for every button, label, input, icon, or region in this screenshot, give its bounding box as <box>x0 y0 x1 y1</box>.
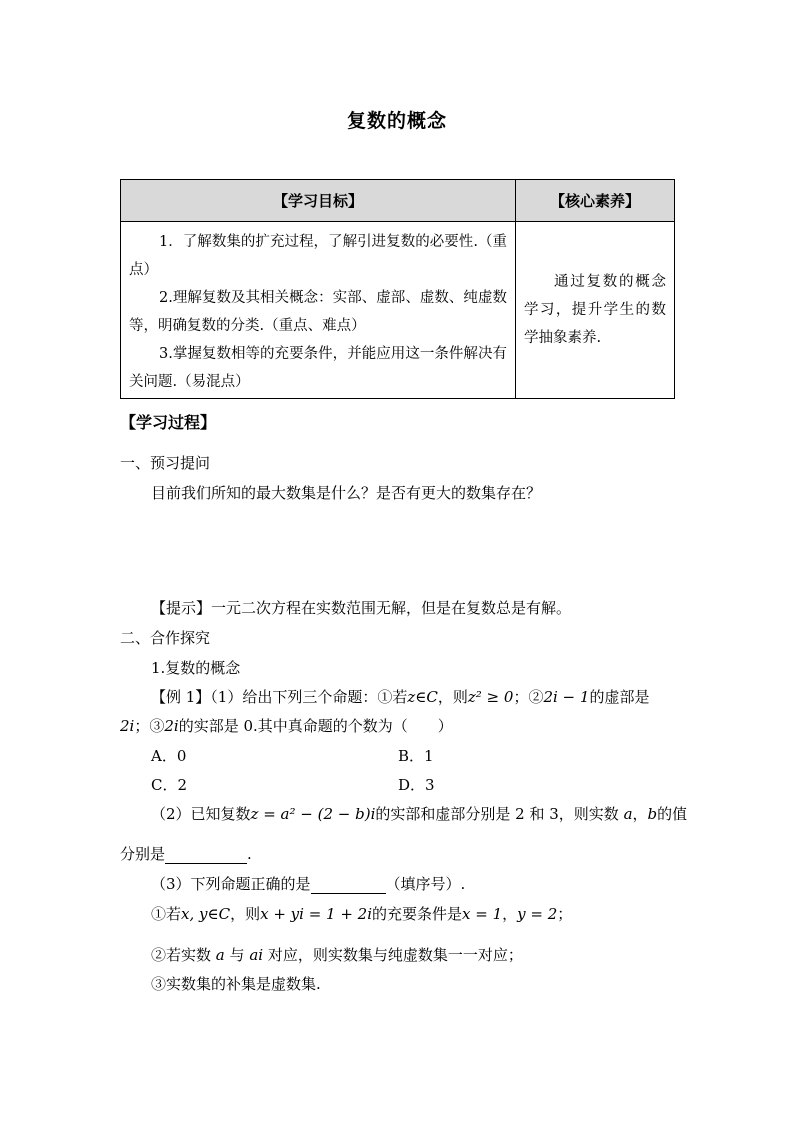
page-title: 复数的概念 <box>346 110 447 132</box>
core-text: 通过复数的概念学习，提升学生的数学抽象素养. <box>524 274 666 346</box>
proposition-2: ②若实数 a 与 ai 对应，则实数集与纯虚数集一一对应； <box>151 946 523 964</box>
goals-cell <box>121 222 516 399</box>
goal-item: 1．了解数集的扩充过程，了解引进复数的必要性.（重点） <box>129 234 507 278</box>
example1-part1-line1: 【例 1】（1）给出下列三个命题：①若z∈C，则z² ≥ 0；②2i − 1的虚部是 <box>151 688 650 706</box>
goal-item: 2.理解复数及其相关概念：实部、虚部、虚数、纯虚数等，明确复数的分类.（重点、难点） <box>129 290 507 334</box>
option-b: B．1 <box>398 747 434 765</box>
goal-item: 3.掌握复数相等的充要条件，并能应用这一条件解决有关问题.（易混点） <box>129 346 507 390</box>
proposition-3: ③实数集的补集是虚数集. <box>151 975 321 993</box>
option-a: A．0 <box>151 747 187 765</box>
table-header-core: 【核心素养】 <box>516 180 675 222</box>
example1-part2-line1: （2）已知复数z = a² − (2 − b)i的实部和虚部分别是 2 和 3，则实数 a，b的值 <box>151 805 688 823</box>
example1-part2-line2: 分别是 . <box>120 845 252 863</box>
objectives-table <box>120 179 675 399</box>
example1-part3: （3）下列命题正确的是 （填序号）. <box>151 875 466 893</box>
answer-blank[interactable] <box>311 875 386 894</box>
section2-heading: 二、合作探究 <box>120 629 211 647</box>
answer-blank[interactable] <box>165 845 247 864</box>
preview-question: 目前我们所知的最大数集是什么？是否有更大的数集存在？ <box>151 484 542 502</box>
table-header-goals: 【学习目标】 <box>121 180 516 222</box>
subsection-title: 1.复数的概念 <box>151 659 241 677</box>
core-cell <box>516 222 675 399</box>
option-d: D．3 <box>398 776 435 794</box>
option-c: C．2 <box>151 776 188 794</box>
process-heading: 【学习过程】 <box>120 413 217 432</box>
proposition-1: ①若x, y∈C，则x + yi = 1 + 2i的充要条件是x = 1，y = 2； <box>151 905 573 923</box>
section1-heading: 一、预习提问 <box>120 454 211 472</box>
hint-text: 【提示】一元二次方程在实数范围无解，但是在复数总是有解。 <box>151 599 572 617</box>
example1-part1-line2: 2i；③2i的实部是 0.其中真命题的个数为（ ） <box>120 717 453 735</box>
